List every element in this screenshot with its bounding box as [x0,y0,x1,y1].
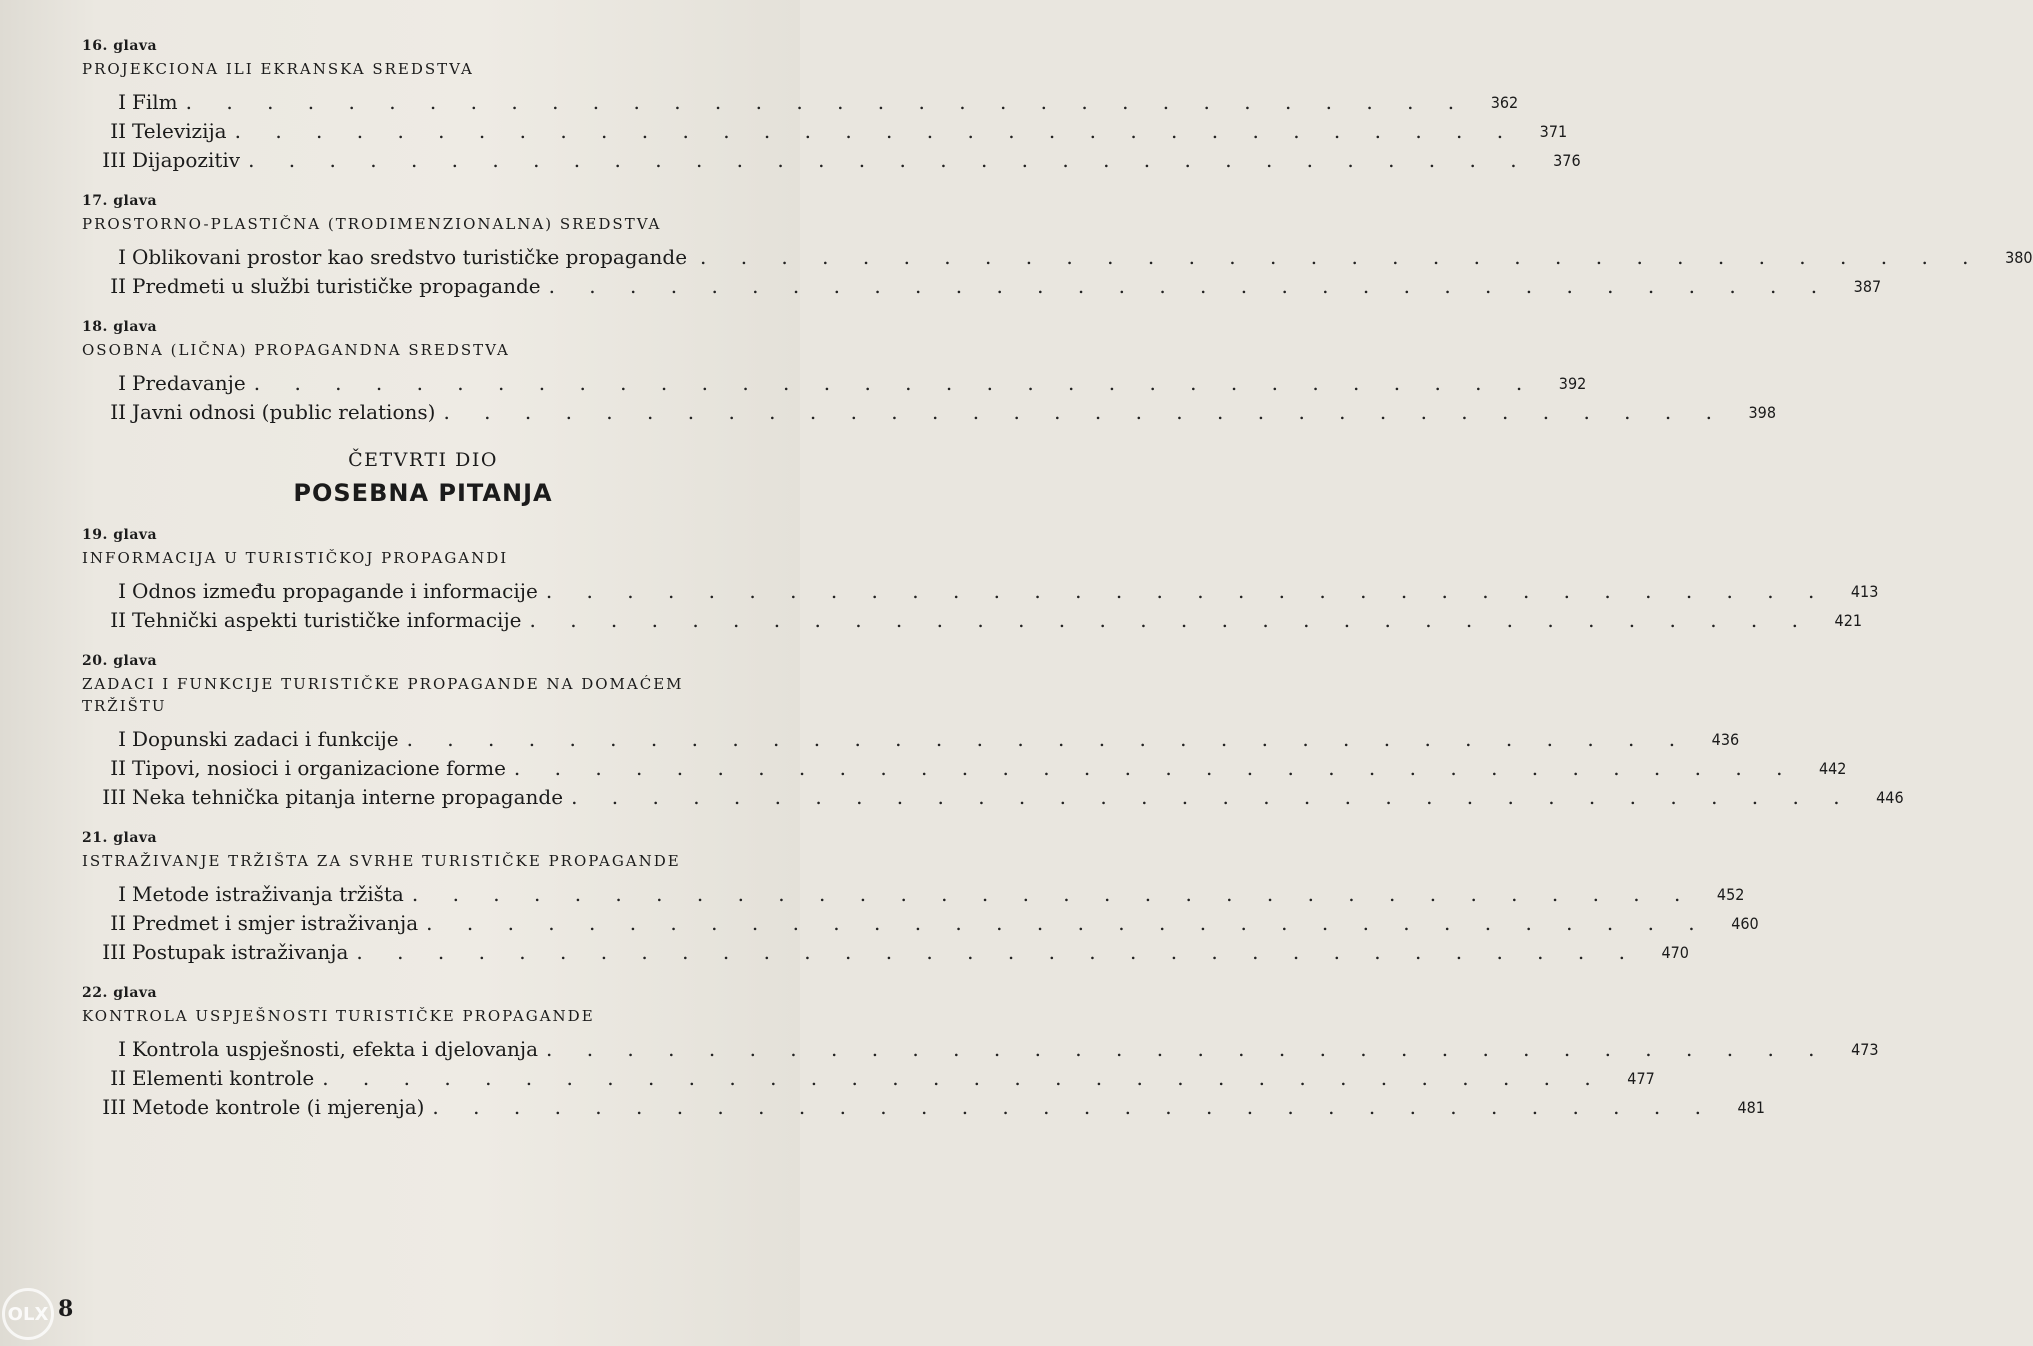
toc-entry [82,146,1581,175]
toc-entry [82,783,1904,812]
toc-entry [82,880,1745,909]
entry-page-number: 470 [1661,943,1689,962]
chapter-title: PROSTORNO-PLASTIČNA (TRODIMENZIONALNA) SREDSTVA [82,215,662,233]
entry-label: Dijapozitiv [132,148,241,172]
entry-page-number: 473 [1851,1040,1879,1059]
toc-entry [82,88,1519,117]
entry-roman-numeral: II [110,911,126,935]
watermark-text: OLX [7,1303,49,1325]
entry-roman-numeral: III [102,148,126,172]
chapter [78,319,1776,427]
chapter [78,193,2033,301]
entry-roman-numeral: II [110,608,126,632]
toc-entry [82,1035,1879,1064]
part-label: ČETVRTI DIO [348,449,498,471]
dot-leader: . . . . . . . . . . . . . . . . . . . . . . . . . . . . . . . . [548,274,1832,298]
toc-entry [82,909,1759,938]
entry-label: Predavanje [132,371,246,395]
entry-page-number: 421 [1834,611,1863,630]
entry-roman-numeral: I [118,90,126,114]
entry-label: Oblikovani prostor kao sredstvo turističke propagande [132,245,688,269]
toc-entry [82,117,1568,146]
entry-label: Tehnički aspekti turističke informacije [132,608,522,632]
toc-entry [82,754,1847,783]
entry-page-number: 398 [1748,403,1776,422]
chapter-number: 17. glava [82,193,158,209]
toc-entry [82,606,1863,635]
entry-roman-numeral: III [102,1095,126,1119]
dot-leader: . . . . . . . . . . . . . . . . . . . . . . . . . . . . . . . . [185,90,1469,114]
entry-roman-numeral: I [118,882,126,906]
toc-entry [82,369,1587,398]
entry-page-number: 387 [1853,277,1882,296]
entry-page-number: 452 [1716,885,1745,904]
dot-leader: . . . . . . . . . . . . . . . . . . . . . . . . . . . . . . . . [443,400,1726,424]
entry-page-number: 380 [2005,248,2033,267]
entry-label: Televizija [132,119,227,143]
entry-label: Odnos između propagande i informacije [132,579,538,603]
entry-page-number: 392 [1558,374,1587,393]
entry-label: Kontrola uspješnosti, efekta i djelovanja [132,1037,538,1061]
entry-label: Tipovi, nosioci i organizacione forme [132,756,506,780]
chapter-number: 21. glava [82,830,158,846]
chapter-group-a [78,38,2033,427]
entry-page-number: 477 [1627,1069,1655,1088]
entry-page-number: 442 [1818,759,1847,778]
entry-roman-numeral: I [118,245,126,269]
entry-page-number: 446 [1876,788,1904,807]
entry-roman-numeral: III [102,785,126,809]
dot-leader: . . . . . . . . . . . . . . . . . . . . . . . . . . . . . . . . [432,1095,1715,1119]
chapter-number: 20. glava [82,653,158,669]
dot-leader: . . . . . . . . . . . . . . . . . . . . . . . . . . . . . . . . [426,911,1709,935]
entry-label: Metode istraživanja tržišta [132,882,404,906]
entry-label: Dopunski zadaci i funkcije [132,727,399,751]
chapter-number: 16. glava [82,38,158,54]
entry-roman-numeral: I [118,1037,126,1061]
chapter-number: 18. glava [82,319,158,335]
dot-leader: . . . . . . . . . . . . . . . . . . . . . . . . . . . . . . . . [700,245,1983,269]
entry-label: Predmeti u službi turističke propagande [132,274,541,298]
chapter [78,830,1759,967]
chapter-title: KONTROLA USPJEŠNOSTI TURISTIČKE PROPAGANDE [82,1007,595,1025]
entry-roman-numeral: II [110,400,126,424]
dot-leader: . . . . . . . . . . . . . . . . . . . . . . . . . . . . . . . . [545,579,1829,603]
chapter-number: 19. glava [82,527,158,543]
entry-roman-numeral: I [118,579,126,603]
chapter-number: 22. glava [82,985,158,1001]
toc-entry [82,577,1879,606]
entry-page-number: 371 [1539,122,1568,141]
entry-roman-numeral: I [118,727,126,751]
dot-leader: . . . . . . . . . . . . . . . . . . . . . . . . . . . . . . . . [234,119,1518,143]
toc-entry [82,272,1882,301]
chapter-title: INFORMACIJA U TURISTIČKOJ PROPAGANDI [82,549,509,567]
part-title: POSEBNA PITANJA [293,479,553,507]
entry-label: Neka tehnička pitanja interne propagande [132,785,564,809]
dot-leader: . . . . . . . . . . . . . . . . . . . . . . . . . . . . . . . . [546,1037,1829,1061]
chapter [78,985,1879,1122]
entry-page-number: 436 [1711,730,1740,749]
chapter-title: OSOBNA (LIČNA) PROPAGANDNA SREDSTVA [82,341,510,359]
toc-entry [82,938,1689,967]
dot-leader: . . . . . . . . . . . . . . . . . . . . . . . . . . . . . . . . [406,727,1690,751]
entry-page-number: 481 [1737,1098,1765,1117]
toc-entry [82,1064,1655,1093]
entry-page-number: 413 [1850,582,1879,601]
entry-page-number: 362 [1490,93,1519,112]
table-of-contents [78,38,2033,1140]
entry-label: Javni odnosi (public relations) [132,400,436,424]
entry-roman-numeral: II [110,756,126,780]
olx-watermark-logo [2,1288,54,1340]
dot-leader: . . . . . . . . . . . . . . . . . . . . . . . . . . . . . . . . [248,148,1531,172]
toc-entry [82,725,1740,754]
toc-entry [82,1093,1765,1122]
chapter [78,38,1581,175]
entry-page-number: 376 [1553,151,1581,170]
dot-leader: . . . . . . . . . . . . . . . . . . . . . . . . . . . . . . . . [571,785,1854,809]
entry-label: Postupak istraživanja [132,940,349,964]
dot-leader: . . . . . . . . . . . . . . . . . . . . . . . . . . . . . . . . [322,1066,1605,1090]
entry-roman-numeral: II [110,274,126,298]
dot-leader: . . . . . . . . . . . . . . . . . . . . . . . . . . . . . . . . [356,940,1639,964]
entry-roman-numeral: II [110,1066,126,1090]
chapter-title: PROJEKCIONA ILI EKRANSKA SREDSTVA [82,60,474,78]
chapter-title: ISTRAŽIVANJE TRŽIŠTA ZA SVRHE TURISTIČKE PROPAGANDE [82,852,681,870]
chapter-title: ZADACI I FUNKCIJE TURISTIČKE PROPAGANDE NA DOMAĆEM TRŽIŠTU [82,675,684,715]
page-number: 8 [58,1296,74,1322]
entry-roman-numeral: III [102,940,126,964]
dot-leader: . . . . . . . . . . . . . . . . . . . . . . . . . . . . . . . . [411,882,1695,906]
entry-label: Predmet i smjer istraživanja [132,911,419,935]
entry-roman-numeral: I [118,371,126,395]
entry-label: Metode kontrole (i mjerenja) [132,1095,425,1119]
chapter [78,527,1879,635]
dot-leader: . . . . . . . . . . . . . . . . . . . . . . . . . . . . . . . . [513,756,1797,780]
chapter-group-b [78,527,1904,1122]
dot-leader: . . . . . . . . . . . . . . . . . . . . . . . . . . . . . . . . [253,371,1537,395]
entry-page-number: 460 [1731,914,1759,933]
chapter [78,653,1904,812]
entry-label: Elementi kontrole [132,1066,315,1090]
toc-entry [82,398,1776,427]
toc-entry [82,243,2033,272]
entry-roman-numeral: II [110,119,126,143]
dot-leader: . . . . . . . . . . . . . . . . . . . . . . . . . . . . . . . . [529,608,1813,632]
entry-label: Film [132,90,178,114]
